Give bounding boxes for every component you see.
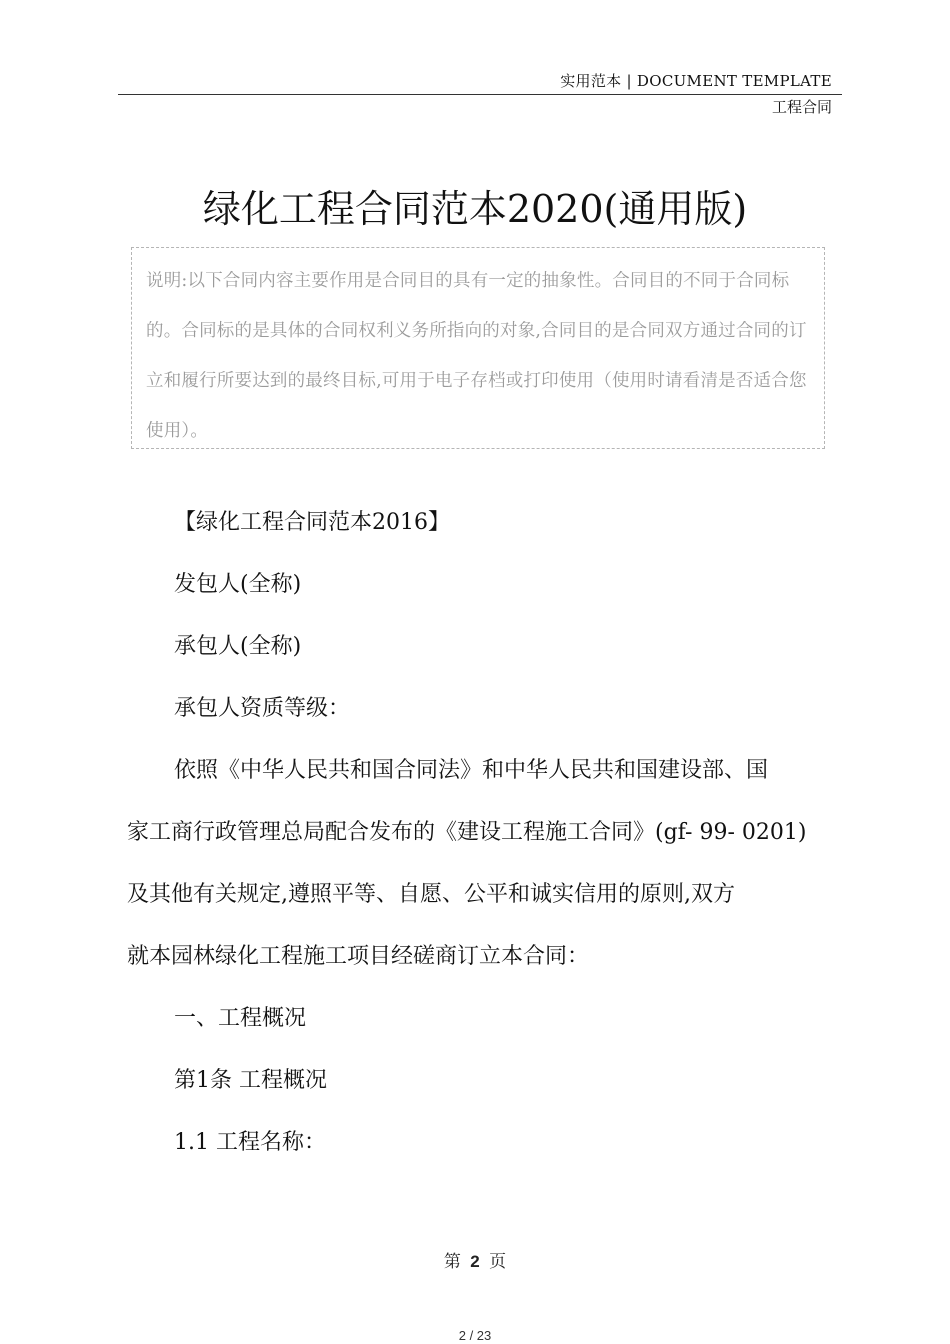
section-heading: 一、工程概况 (174, 1006, 307, 1031)
body-paragraph: 发包人(全称) (174, 572, 302, 597)
header-brand-line: 实用范本 | DOCUMENT TEMPLATE (560, 72, 832, 90)
body-paragraph: 承包人资质等级： (174, 696, 351, 721)
header-divider (118, 94, 842, 95)
header-category: 工程合同 (771, 98, 832, 116)
body-paragraph: 承包人(全称) (174, 634, 302, 659)
document-body (127, 492, 852, 1174)
viewer-page-counter: 2 / 23 (458, 1328, 492, 1343)
body-paragraph-continued: 及其他有关规定,遵照平等、自愿、公平和诚实信用的原则,双方 (127, 882, 735, 907)
page-number-value: 2 (470, 1252, 480, 1271)
body-paragraph: 【绿化工程合同范本2016】 (174, 510, 450, 535)
note-box: 说明:以下合同内容主要作用是合同目的具有一定的抽象性。合同目的不同于合同标的。合同标的是具体的合同权利义务所指向的对象,合同目的是合同双方通过合同的订立和履行所要达到的最终目标,可用于电子存档或打印使用（使用时请看清是否适合您使用）。 (131, 247, 825, 449)
body-paragraph: 依照《中华人民共和国合同法》和中华人民共和国建设部、国 (174, 758, 769, 783)
clause-item: 1.1 工程名称： (174, 1130, 326, 1155)
page-prefix: 第 (443, 1252, 461, 1272)
body-paragraph-continued: 家工商行政管理总局配合发布的《建设工程施工合同》(gf- 99- 0201) (127, 820, 807, 845)
body-paragraph: 就本园林绿化工程施工项目经磋商订立本合同： (127, 944, 590, 969)
page-number (0, 1247, 950, 1272)
page-suffix: 页 (489, 1252, 507, 1272)
document-title: 绿化工程合同范本2020(通用版) (202, 187, 748, 231)
clause-heading: 第1条 工程概况 (174, 1068, 327, 1093)
